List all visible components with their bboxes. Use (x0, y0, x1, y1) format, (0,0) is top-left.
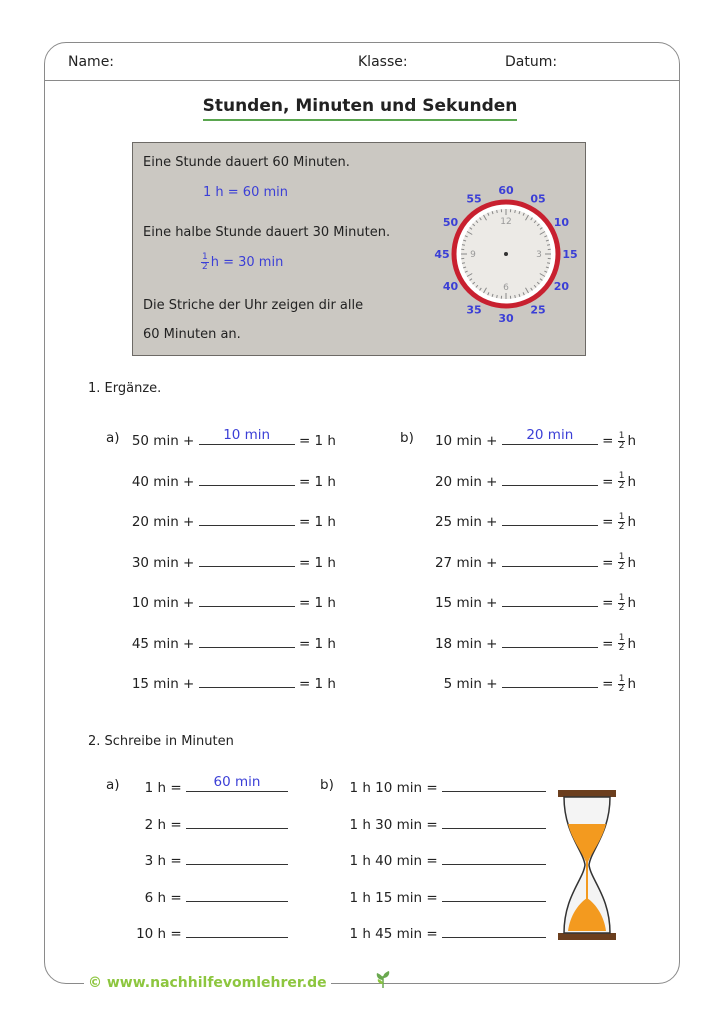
task1-a-row (132, 672, 336, 692)
task1-b-left: 10 min + (434, 433, 502, 449)
task1-b-left: 20 min + (434, 473, 502, 490)
task2-b-left: 1 h 45 min = (349, 926, 442, 942)
fraction-denominator: 2 (618, 440, 625, 451)
task2-a-row (136, 922, 288, 942)
task2-a-label: a) (106, 777, 120, 793)
clock-minute-label: 10 (553, 216, 570, 229)
task2-a-row (145, 813, 288, 833)
task1-b-left: 5 min + (443, 676, 502, 692)
task1-b-row (444, 672, 636, 694)
fraction-numerator: 1 (618, 673, 625, 684)
task1-b-left: 18 min + (434, 635, 502, 652)
task1-b-row (435, 470, 636, 492)
task1-b-unit: h (627, 473, 636, 490)
task1-b-equals: = (597, 433, 618, 449)
clock-hour-label: 12 (500, 217, 512, 227)
task1-a-right: = 1 h (294, 595, 336, 611)
fraction-denominator: 2 (618, 521, 625, 532)
answer-blank[interactable] (502, 551, 598, 567)
fraction-denominator: 2 (618, 643, 625, 653)
fraction (618, 634, 626, 653)
task1-a-left: 45 min + (131, 635, 199, 652)
answer-blank[interactable] (502, 672, 598, 688)
answer-blank[interactable] (502, 429, 598, 445)
task1-b-row (435, 551, 636, 573)
fraction (618, 513, 626, 532)
fraction-numerator: 1 (618, 592, 625, 603)
answer-blank[interactable] (502, 591, 598, 607)
clock-icon (426, 178, 586, 328)
task1-a-left: 30 min + (131, 554, 199, 571)
task1-b-equals: = (597, 595, 618, 611)
task1-a-right: = 1 h (294, 676, 336, 692)
task1-b-left: 15 min + (434, 595, 502, 611)
fraction-numerator: 1 (618, 511, 625, 522)
task1-b-left: 25 min + (434, 514, 502, 530)
clock-minute-label: 20 (553, 280, 570, 293)
info-line-3: Die Striche der Uhr zeigen dir alle (143, 298, 364, 313)
clock-tick (547, 245, 550, 246)
task1-b-unit: h (627, 554, 636, 571)
task1-a-right: = 1 h (294, 433, 336, 449)
task1-b-row (435, 591, 636, 613)
task1-a-row (132, 510, 336, 530)
task2-b-label: b) (320, 777, 334, 793)
fraction (618, 432, 626, 451)
task1-b-row (435, 632, 636, 654)
header-divider (44, 80, 680, 81)
task1-b-unit: h (627, 635, 636, 652)
task2-b-left: 1 h 15 min = (349, 889, 442, 906)
fraction-numerator: 1 (618, 552, 625, 562)
hourglass-icon (556, 788, 618, 942)
fraction-numerator: 1 (618, 471, 625, 481)
answer-text: 10 min (223, 427, 271, 443)
task1-a-left: 15 min + (131, 676, 199, 692)
page-title: Stunden, Minuten und Sekunden (0, 96, 720, 116)
answer-blank[interactable] (199, 429, 295, 445)
task1-b-equals: = (597, 554, 618, 571)
task1-a-left: 20 min + (131, 514, 199, 530)
fraction-denominator: 2 (618, 562, 625, 572)
footer-url: © www.nachhilfevomlehrer.de (84, 975, 331, 991)
info-line-2: Eine halbe Stunde dauert 30 Minuten. (143, 225, 391, 240)
date-label: Datum: (505, 54, 558, 70)
clock-minute-label: 50 (442, 216, 459, 229)
info-line-4: 60 Minuten an. (143, 327, 241, 342)
clock-hour-label: 3 (536, 250, 542, 260)
answer-blank[interactable] (502, 470, 598, 486)
answer-blank[interactable] (442, 922, 546, 938)
task2-a-left: 3 h = (144, 853, 186, 869)
answer-blank[interactable] (186, 849, 288, 865)
task1-a-row (132, 591, 336, 611)
answer-text: 20 min (526, 427, 574, 443)
answer-blank[interactable] (502, 632, 598, 648)
fraction-denominator: 2 (618, 683, 625, 694)
clock-hour-label: 9 (470, 250, 476, 260)
task2-a-left: 2 h = (144, 816, 186, 833)
task1-b-left: 27 min + (434, 554, 502, 571)
clock-tick (497, 295, 498, 298)
task1-a-row (132, 470, 336, 490)
answer-blank[interactable] (199, 632, 295, 648)
task1-a-row (132, 429, 336, 449)
clock-minute-label: 40 (442, 280, 459, 293)
clock-tick (462, 245, 465, 246)
answer-blank[interactable] (442, 849, 546, 865)
task1-a-row (132, 551, 336, 571)
answer-blank[interactable] (199, 551, 295, 567)
task2-b-row (349, 776, 546, 796)
task1-heading: 1. Ergänze. (88, 381, 162, 396)
task2-a-left: 6 h = (144, 889, 186, 906)
fraction (618, 472, 626, 491)
clock-tick (515, 295, 516, 298)
fraction-numerator: 1 (618, 633, 625, 643)
info-equation-1: 1 h = 60 min (203, 185, 288, 200)
task1-b-unit: h (627, 676, 636, 692)
task1-a-left: 10 min + (131, 595, 199, 611)
task2-b-row (349, 886, 546, 906)
name-label: Name: (68, 54, 115, 70)
answer-blank[interactable] (442, 813, 546, 829)
clock-minute-label: 05 (530, 192, 546, 206)
task2-b-row (349, 849, 546, 869)
task1-a-right: = 1 h (294, 514, 336, 530)
answer-blank[interactable] (186, 776, 288, 792)
task1-a-right: = 1 h (294, 635, 336, 652)
task1-a-left: 50 min + (131, 433, 199, 449)
answer-blank[interactable] (442, 776, 546, 792)
fraction-numerator: 1 (618, 430, 625, 441)
clock-minute-label: 60 (498, 184, 514, 197)
task2-a-left: 1 h = (144, 780, 186, 796)
answer-blank[interactable] (199, 672, 295, 688)
answer-blank[interactable] (502, 510, 598, 526)
task2-a-left: 10 h = (136, 926, 186, 942)
clock-hour-label: 6 (503, 283, 509, 293)
fraction-denominator: 2 (618, 481, 625, 491)
clock-minute-label: 25 (530, 303, 546, 317)
task1-b-unit: h (627, 514, 636, 530)
answer-blank[interactable] (186, 813, 288, 829)
task2-b-left: 1 h 30 min = (349, 816, 442, 833)
answer-blank[interactable] (186, 886, 288, 902)
info-line-1: Eine Stunde dauert 60 Minuten. (143, 155, 350, 170)
leaf-icon (372, 968, 394, 990)
fraction (618, 675, 626, 694)
task1-a-right: = 1 h (294, 554, 336, 571)
answer-blank[interactable] (199, 470, 295, 486)
task1-b-equals: = (597, 676, 618, 692)
task1-b-equals: = (597, 635, 618, 652)
info-equation-2: $\frac{1}{2}$ h = 30 min (202, 252, 284, 272)
task1-a-left: 40 min + (131, 473, 199, 490)
clock-tick (547, 263, 550, 264)
fraction (618, 553, 626, 572)
task1-a-row (132, 632, 336, 652)
clock-minute-label: 35 (466, 303, 482, 317)
clock-tick (497, 210, 498, 213)
task1-b-label: b) (400, 430, 414, 446)
task1-b-unit: h (627, 595, 636, 611)
task2-a-row (145, 776, 288, 796)
task2-b-left: 1 h 40 min = (349, 853, 442, 869)
task1-b-row (435, 510, 636, 532)
clock-minute-label: 30 (498, 312, 514, 325)
answer-blank[interactable] (199, 510, 295, 526)
task1-a-right: = 1 h (294, 473, 336, 490)
task2-a-row (145, 886, 288, 906)
task2-heading: 2. Schreibe in Minuten (88, 734, 234, 749)
task1-b-unit: h (627, 433, 636, 449)
clock-minute-label: 15 (562, 248, 578, 261)
clock-minute-label: 45 (434, 248, 450, 261)
answer-text: 60 min (213, 774, 261, 790)
answer-blank[interactable] (442, 886, 546, 902)
task1-b-row (435, 429, 636, 451)
clock-minute-label: 55 (466, 192, 482, 206)
fraction-denominator: 2 (618, 602, 625, 613)
class-label: Klasse: (358, 54, 408, 70)
task2-b-row (349, 922, 546, 942)
task1-b-equals: = (597, 514, 618, 530)
fraction (618, 594, 626, 613)
answer-blank[interactable] (186, 922, 288, 938)
task2-b-left: 1 h 10 min = (349, 780, 442, 796)
clock-tick (515, 210, 516, 213)
task1-a-label: a) (106, 430, 120, 446)
answer-blank[interactable] (199, 591, 295, 607)
task2-b-row (349, 813, 546, 833)
task1-b-equals: = (597, 473, 618, 490)
task2-a-row (145, 849, 288, 869)
clock-tick (462, 263, 465, 264)
